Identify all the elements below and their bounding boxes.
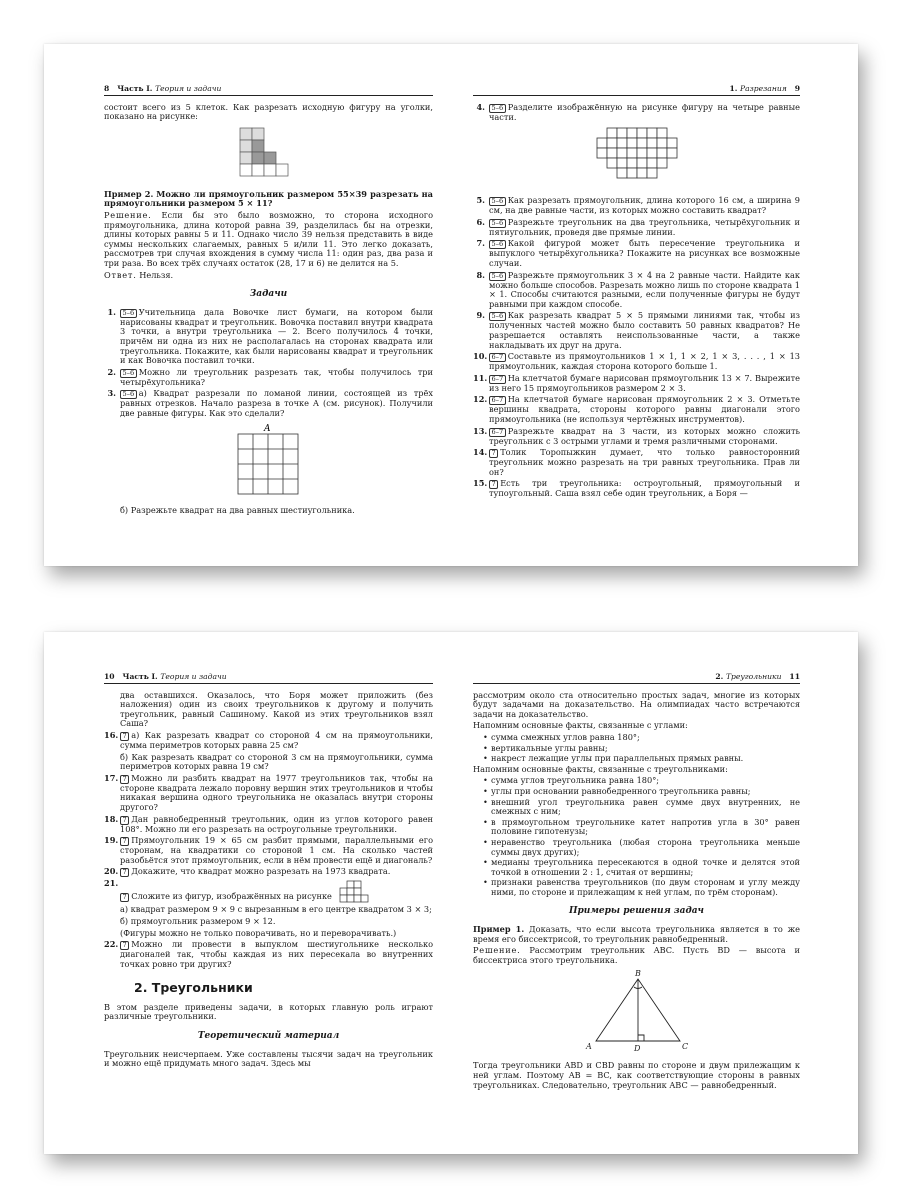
problem-item [473,395,800,424]
problem-item [104,815,433,835]
problem-text: Толик Торопыжкин думает, что только равносторонний треугольник можно разрезать на три равных треугольника. Прав ли он? [489,447,800,477]
paragraph: а) квадрат размером 9 × 9 с вырезанным в его центре квадратом 3 × 3; [120,904,432,915]
grade-badge: 7 [489,480,498,489]
list-item: • вертикальные углы равны; [483,744,800,754]
problem-item [473,448,800,477]
vertex-label-b: B [634,969,641,979]
running-header: 2. Треугольники 11 [473,672,800,684]
problem-number: 17. [104,772,119,783]
problem-text: Какой фигурой может быть пересечение треугольника и выпуклого четырёхугольника? Покажите на рисунках все возможные случаи. [489,238,800,268]
paragraph: б) прямоугольник размером 9 × 12. [120,915,276,926]
problem-text: На клетчатой бумаге нарисован прямоугольник 13 × 7. Вырежите из него 15 прямоугольников размером 2 × 3. [489,372,800,393]
paragraph: Напомним основные факты, связанные с треугольниками: [473,763,728,774]
list-item: • углы при основании равнобедренного треугольника равны; [483,787,800,797]
page-9 [451,44,858,566]
problem-number: 20. [104,866,119,877]
grade-badge: 6–7 [489,353,506,362]
section-title: Примеры решения задач [569,906,704,917]
problem-number: 6. [476,216,485,227]
problem-item [473,374,800,394]
paragraph: рассмотрим около ста относительно простых задач, многие из которых будут задачами на доказательство. На олимпиадах часто встречаются задачи на доказательство. [473,689,800,719]
problem-number: 9. [476,310,485,321]
paragraph: Треугольник неисчерпаем. Уже составлены тысячи задач на треугольник и можно ещё придумать много задач. Здесь мы [104,1048,433,1069]
problem-text: Разделите изображённую на рисунке фигуру на четыре равные части. [489,101,800,122]
paragraph: В этом разделе приведены задачи, в которых главную роль играют различные треугольники. [104,1001,433,1022]
book-spread-2 [44,632,858,1154]
paragraph: (Фигуры можно не только поворачивать, но и переворачивать.) [120,927,397,938]
solution: Решение. Если бы это было возможно, то сторона исходного прямоугольника, длина которой равна 39, разделилась бы на отрезки, длины которых равны 5 и 11. Однако число 39 нельзя представить в виде суммы нескольких слагаемых, равных 5 и/или 11. Это легко доказать, рассмотрев три случая вхождения в сумму числа 11: один раз, два раза и три раза. Во всех трёх случаях остаток (28, 17 и 6) не делится на 5. [104,209,433,268]
list-item: • признаки равенства треугольников (по двум сторонам и углу между ними, по стороне и прилежащим к ней углам, по трём сторонам). [483,878,800,897]
problem-item [104,389,433,418]
problem-number: 15. [473,478,488,489]
grade-badge: 7 [120,732,129,741]
example-1: Пример 1. Доказать, что если высота треугольника является в то же время его биссектрисой, то треугольник равнобедренный. [473,924,800,944]
problem-item [473,271,800,310]
problem-22: 22. 7 Можно ли провести в выпуклом шестиугольнике несколько диагоналей так, чтобы каждая из них пересекала во внутренних точках ровно три других? [104,939,433,969]
grade-badge: 7 [120,868,129,877]
figure-ugolki [104,126,433,184]
solution: Решение. Рассмотрим треугольник ABC. Пусть BD — высота и биссектриса этого треугольника. [473,945,801,965]
grade-badge: 5–6 [120,369,137,378]
grade-badge: 7 [120,941,129,950]
grade-badge: 5–6 [120,309,137,318]
problem-item [473,218,800,238]
problem-text: Учительница дала Вовочке лист бумаги, на котором были нарисованы квадрат и треугольник. Вовочка поставил внутри квадрата 3 точки, а внутри треугольника — 2. Всего получилось 4 точки, причём ни одна из них не располагалась на сторонах квадрата или треугольника. Покажите, как были нарисованы квадрат и треугольник и как Вовочка поставил точки. [120,306,433,366]
figure-cross-shape [473,126,800,190]
problem-number: 19. [104,835,119,846]
page-8 [44,44,451,566]
problem-text: Составьте из прямоугольников 1 × 1, 1 × 2, 1 × 3, . . . , 1 × 13 прямоугольник, каждая сторона которого больше 1. [489,351,800,372]
paragraph: два оставшихся. Оказалось, что Боря может приложить (без наложения) один из своих треугольников к другому и получить треугольник, равный Сашиному. Какой из этих треугольников взял Саша? [120,689,433,729]
list-item: • сумма углов треугольника равна 180°; [483,776,800,786]
problem-text: а) Квадрат разрезали по ломаной линии, состоящей из трёх равных отрезков. Начало разреза в точке A (см. рисунок). Получили две равные фигуры. Как это сделали? [120,388,433,418]
problem-number: 10. [473,351,488,362]
running-header: 8 Часть I. Теория и задачи [104,84,433,96]
problem-number: 8. [476,269,485,280]
grade-badge: 5–6 [489,104,506,113]
problem-item [104,867,433,877]
grade-badge: 5–6 [489,219,506,228]
problem-text: Прямоугольник 19 × 65 см разбит прямыми, параллельными его сторонам, на квадратики со стороной 1 см. На сколько частей разобьётся этот прямоугольник, если в нём провести ещё и диагональ? [120,835,433,865]
figure-grid-4x4 [104,422,433,500]
problem-item [104,308,433,366]
problem-item [104,774,433,813]
problem-text: Разрежьте прямоугольник 3 × 4 на 2 равные части. Найдите как можно больше способов. Разрезать можно лишь по стороне квадрата 1 × 1. Способы считаются разными, если полученные фигуры не будут равными при каждом способе. [489,269,800,309]
list-item: • сумма смежных углов равна 180°; [483,733,800,743]
problem-item [104,836,433,865]
problem-item [104,731,433,751]
page-10 [44,632,451,1154]
problem-text: Можно ли разбить квадрат на 1977 треугольников так, чтобы на стороне квадрата лежало поровну вершин этих треугольников и чтобы никакая вершина одного треугольника не оказалась внутри стороны другого? [120,772,433,812]
section-title: Задачи [249,289,288,300]
problem-list [104,308,433,419]
grade-badge: 6–7 [489,428,506,437]
grade-badge: 7 [120,816,129,825]
problem-text: Докажите, что квадрат можно разрезать на 1973 квадрата. [131,866,391,877]
problem-text: Разрежьте квадрат на 3 части, из которых можно сложить треугольник с 3 острыми углами и тремя различными сторонами. [489,425,800,446]
problem-text: Можно ли треугольник разрезать так, чтобы получилось три четырёхугольника? [120,366,433,387]
problem-item [473,196,800,216]
problem-list [104,731,433,877]
grade-badge: 7 [120,837,129,846]
figure-triangle-abc [473,969,800,1055]
paragraph: Тогда треугольники ABD и CBD равны по стороне и двум прилежащим к ней углам. Поэтому AB = BC, как соответствующие стороны в равных треугольниках. Следовательно, треугольник ABC — равнобедренный. [473,1060,800,1090]
problem-number: 16. [104,729,119,740]
problem-number: 2. [107,366,116,377]
point-label: A [263,424,270,435]
problem-3b: б) Разрежьте квадрат на два равных шестиугольника. [120,505,355,516]
problem-item [473,427,800,447]
problem-list [473,196,800,499]
problem-number: 18. [104,813,119,824]
problem-number: 7. [476,238,485,249]
problem-number: 3. [107,388,116,399]
problem-item [104,368,433,388]
answer: Ответ. Нельзя. [104,269,174,280]
vertex-label-d: D [633,1044,640,1054]
problem-text: Как разрезать прямоугольник, длина которого 16 см, а ширина 9 см, на две равные части, из которых можно составить квадрат? [489,195,800,216]
chapter-title: 2. Треугольники [134,980,253,996]
vertex-label-a: A [585,1042,592,1052]
problem-item [473,352,800,372]
problem-number [104,753,120,772]
grade-badge: 6–7 [489,396,506,405]
grade-badge: 5–6 [489,197,506,206]
problem-number: 13. [473,425,488,436]
problem-item [104,753,433,772]
list-item: • медианы треугольника пересекаются в одной точке и делятся этой точкой в отношении 2 : 1, считая от вершины; [483,858,800,877]
problem-number: 1. [107,306,116,317]
problem-number: 11. [473,372,488,383]
grade-badge: 5–6 [489,240,506,249]
grade-badge: 5–6 [489,312,506,321]
problem-text: Как разрезать квадрат 5 × 5 прямыми линиями так, чтобы из полученных частей можно было составить 50 равных квадратов? Не разрешается оставлять неиспользованные части, а также накладывать их друг на друга. [489,310,800,350]
problem-text: Разрежьте треугольник на два треугольника, четырёхугольник и пятиугольник, проведя две прямые линии. [489,216,800,237]
paragraph: состоит всего из 5 клеток. Как разрезать исходную фигуру на уголки, показано на рисунке: [104,101,433,122]
example-2: Пример 2. Можно ли прямоугольник размером 55×39 разрезать на прямоугольники размером 5 × 11? [104,188,433,209]
facts-list-triangles [483,776,800,897]
problem-text: б) Как разрезать квадрат со стороной 3 см на прямоугольники, сумма периметров которых равна 19 см? [120,751,433,772]
problem-item [473,479,800,499]
paragraph: Напомним основные факты, связанные с углами: [473,720,688,731]
list-item: • накрест лежащие углы при параллельных прямых равны. [483,754,800,764]
problem-text: а) Как разрезать квадрат со стороной 4 см на прямоугольники, сумма периметров которых равна 25 см? [120,729,433,750]
problem-item [473,311,800,350]
grade-badge: 7 [489,449,498,458]
vertex-label-c: C [681,1042,688,1052]
running-header: 1. Разрезания 9 [473,84,800,96]
list-item: • внешний угол треугольника равен сумме двух внутренних, не смежных с ним; [483,798,800,817]
running-header: 10 Часть I. Теория и задачи [104,672,433,684]
problem-item [473,239,800,268]
figure-pieces [335,879,375,903]
problem-list [473,103,800,123]
list-item: • в прямоугольном треугольнике катет напротив угла в 30° равен половине гипотенузы; [483,818,800,837]
page-11 [451,632,858,1154]
problem-21-parts [120,905,433,938]
grade-badge: 5–6 [489,272,506,281]
book-spread-1 [44,44,858,566]
list-item: • неравенство треугольника (любая сторона треугольника меньше суммы двух других); [483,838,800,857]
problem-text: Есть три треугольника: остроугольный, прямоугольный и тупоугольный. Саша взял себе один треугольник, а Боря — [489,478,800,499]
grade-badge: 7 [120,775,129,784]
problem-number: 5. [476,195,485,206]
problem-number: 4. [476,101,485,112]
grade-badge: 7 [120,893,129,902]
problem-text: На клетчатой бумаге нарисован прямоугольник 2 × 3. Отметьте вершины квадрата, стороны которого равны диагонали этого прямоугольника (не используя чертёжных инструментов). [489,394,800,424]
problem-number: 12. [473,394,488,405]
section-title: Теоретический материал [197,1031,340,1042]
problem-21: 21. 7 Сложите из фигур, изображённых на рисунке [104,879,433,903]
grade-badge: 5–6 [120,390,137,399]
grade-badge: 6–7 [489,375,506,384]
problem-number: 14. [473,447,488,458]
problem-item [473,103,800,123]
problem-text: Дан равнобедренный треугольник, один из углов которого равен 108°. Можно ли его разрезать на остроугольные треугольники. [120,813,433,834]
facts-list-angles [483,733,800,764]
